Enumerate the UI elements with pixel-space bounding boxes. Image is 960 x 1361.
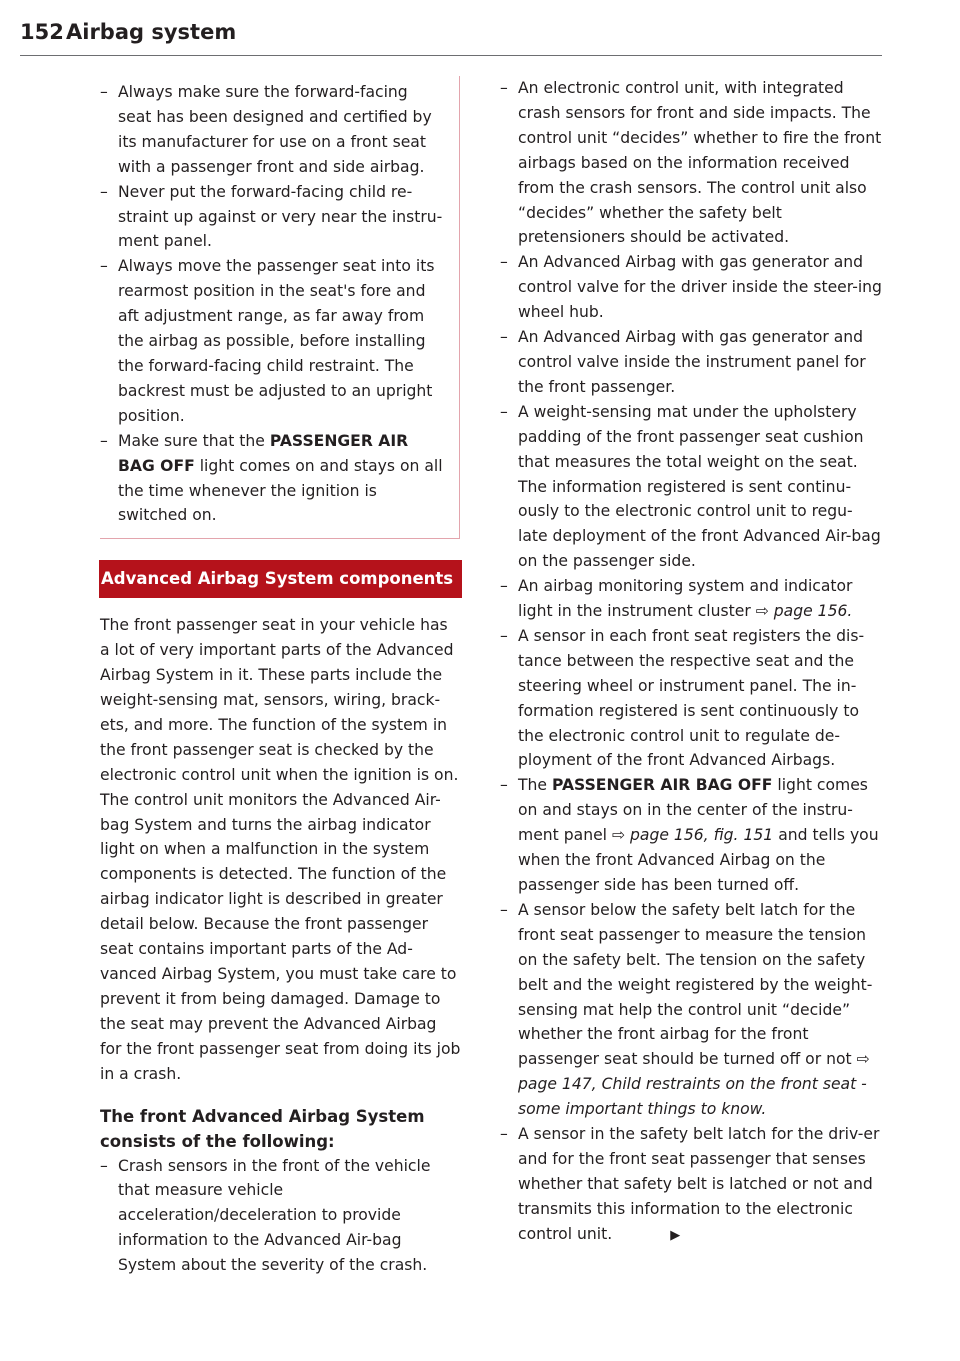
section-title: Airbag system: [66, 20, 237, 44]
list-item: – A weight-sensing mat under the upholstery padding of the front passenger seat cushion that measures the total weight on the seat. The information registered is sent continu-ously to the electronic control unit to regu-late deployment of the front Advanced Air-bag on the passenger side.: [500, 402, 881, 571]
page-reference-link[interactable]: ⇨ page 156, fig. 151: [611, 826, 774, 845]
continue-arrow-icon: ▶: [670, 1227, 681, 1243]
warning-item: – Always make sure the forward-facing seat has been designed and certified by its manufacturer for use on a front seat with a passenger front and side airbag.: [100, 83, 432, 176]
list-item: – An Advanced Airbag with gas generator and control valve for the driver inside the steer-ing wheel hub.: [500, 253, 882, 322]
components-list-left: [100, 1154, 462, 1279]
warning-item: – Never put the forward-facing child re-straint up against or very near the instru-ment panel.: [100, 182, 443, 251]
page-number: 152: [20, 20, 64, 44]
section-heading: Advanced Airbag System components: [99, 560, 462, 598]
list-item: – A sensor below the safety belt latch for the front seat passenger to measure the tension on the safety belt. The tension on the safety belt and the weight registered by the weight-sensing mat help the control unit “decide” whether the front airbag for the front passenger seat should be turned off or not ⇨ page 147, Child restraints on the front seat - some important things to know.: [500, 900, 873, 1119]
warning-item: – Always move the passenger seat into its rearmost position in the seat's fore and aft adjustment range, as far away from the airbag as possible, before installing the forward-facing child restraint. The backrest must be adjusted to an upright position.: [100, 257, 435, 425]
components-list-right: [500, 76, 882, 1249]
page-reference-link[interactable]: ⇨ page 147, Child restraints on the front seat - some important things to know.: [518, 1050, 870, 1119]
right-column: [500, 76, 882, 1249]
intro-paragraph: The front passenger seat in your vehicle has a lot of very important parts of the Advanced Airbag System in it. These parts include the weight-sensing mat, sensors, wiring, brack-ets, and more. The function of the system in the front passenger seat is checked by the electronic control unit when the ignition is on. The control unit monitors the Advanced Air-bag System and turns the airbag indicator light on when a malfunction in the system components is detected. The function of the airbag indicator light is described in greater detail below. Because the front passenger seat contains important parts of the Ad-vanced Airbag System, you must take care to prevent it from being damaged. Damage to the seat may prevent the Advanced Airbag for the front passenger seat from doing its job in a crash.: [100, 616, 461, 1083]
list-item: – An airbag monitoring system and indicator light in the instrument cluster ⇨ page 156.: [500, 577, 853, 621]
list-item: – An electronic control unit, with integrated crash sensors for front and side impacts. The control unit “decides” whether to fire the front airbags based on the information received from the crash sensors. The control unit also “decides” whether the safety belt pretensioners should be activated.: [500, 79, 882, 247]
header-rule: [20, 55, 882, 56]
warning-list: [100, 80, 459, 528]
list-item: – A sensor in the safety belt latch for the driv-er and for the front seat passenger that senses whether that safety belt is latched or not and transmits this information to the electronic control unit. ▶: [500, 1122, 882, 1249]
warning-item: – Make sure that the PASSENGER AIR BAG OFF light comes on and stays on all the time whenever the ignition is switched on.: [100, 431, 443, 525]
warning-box: [100, 76, 460, 539]
list-item: – Crash sensors in the front of the vehicle that measure vehicle acceleration/deceleration to provide information to the Advanced Air-bag System about the severity of the crash.: [100, 1156, 431, 1275]
list-item: – A sensor in each front seat registers the dis-tance between the respective seat and the steering wheel or instrument panel. The in-formation registered is sent continuously to the electronic control unit to regulate de-ployment of the front Advanced Airbags.: [500, 626, 865, 770]
sub-heading: The front Advanced Airbag System consists of the following:: [100, 1106, 425, 1151]
list-item: – The PASSENGER AIR BAG OFF light comes on and stays on in the center of the instru-ment panel ⇨ page 156, fig. 151 and tells you when the front Advanced Airbag on the passenger side has been turned off.: [500, 776, 879, 894]
page-header: [20, 20, 882, 56]
page-reference-link[interactable]: ⇨ page 156.: [755, 602, 853, 621]
left-column: [100, 76, 462, 1278]
list-item: – An Advanced Airbag with gas generator and control valve inside the instrument panel for the front passenger.: [500, 328, 866, 396]
